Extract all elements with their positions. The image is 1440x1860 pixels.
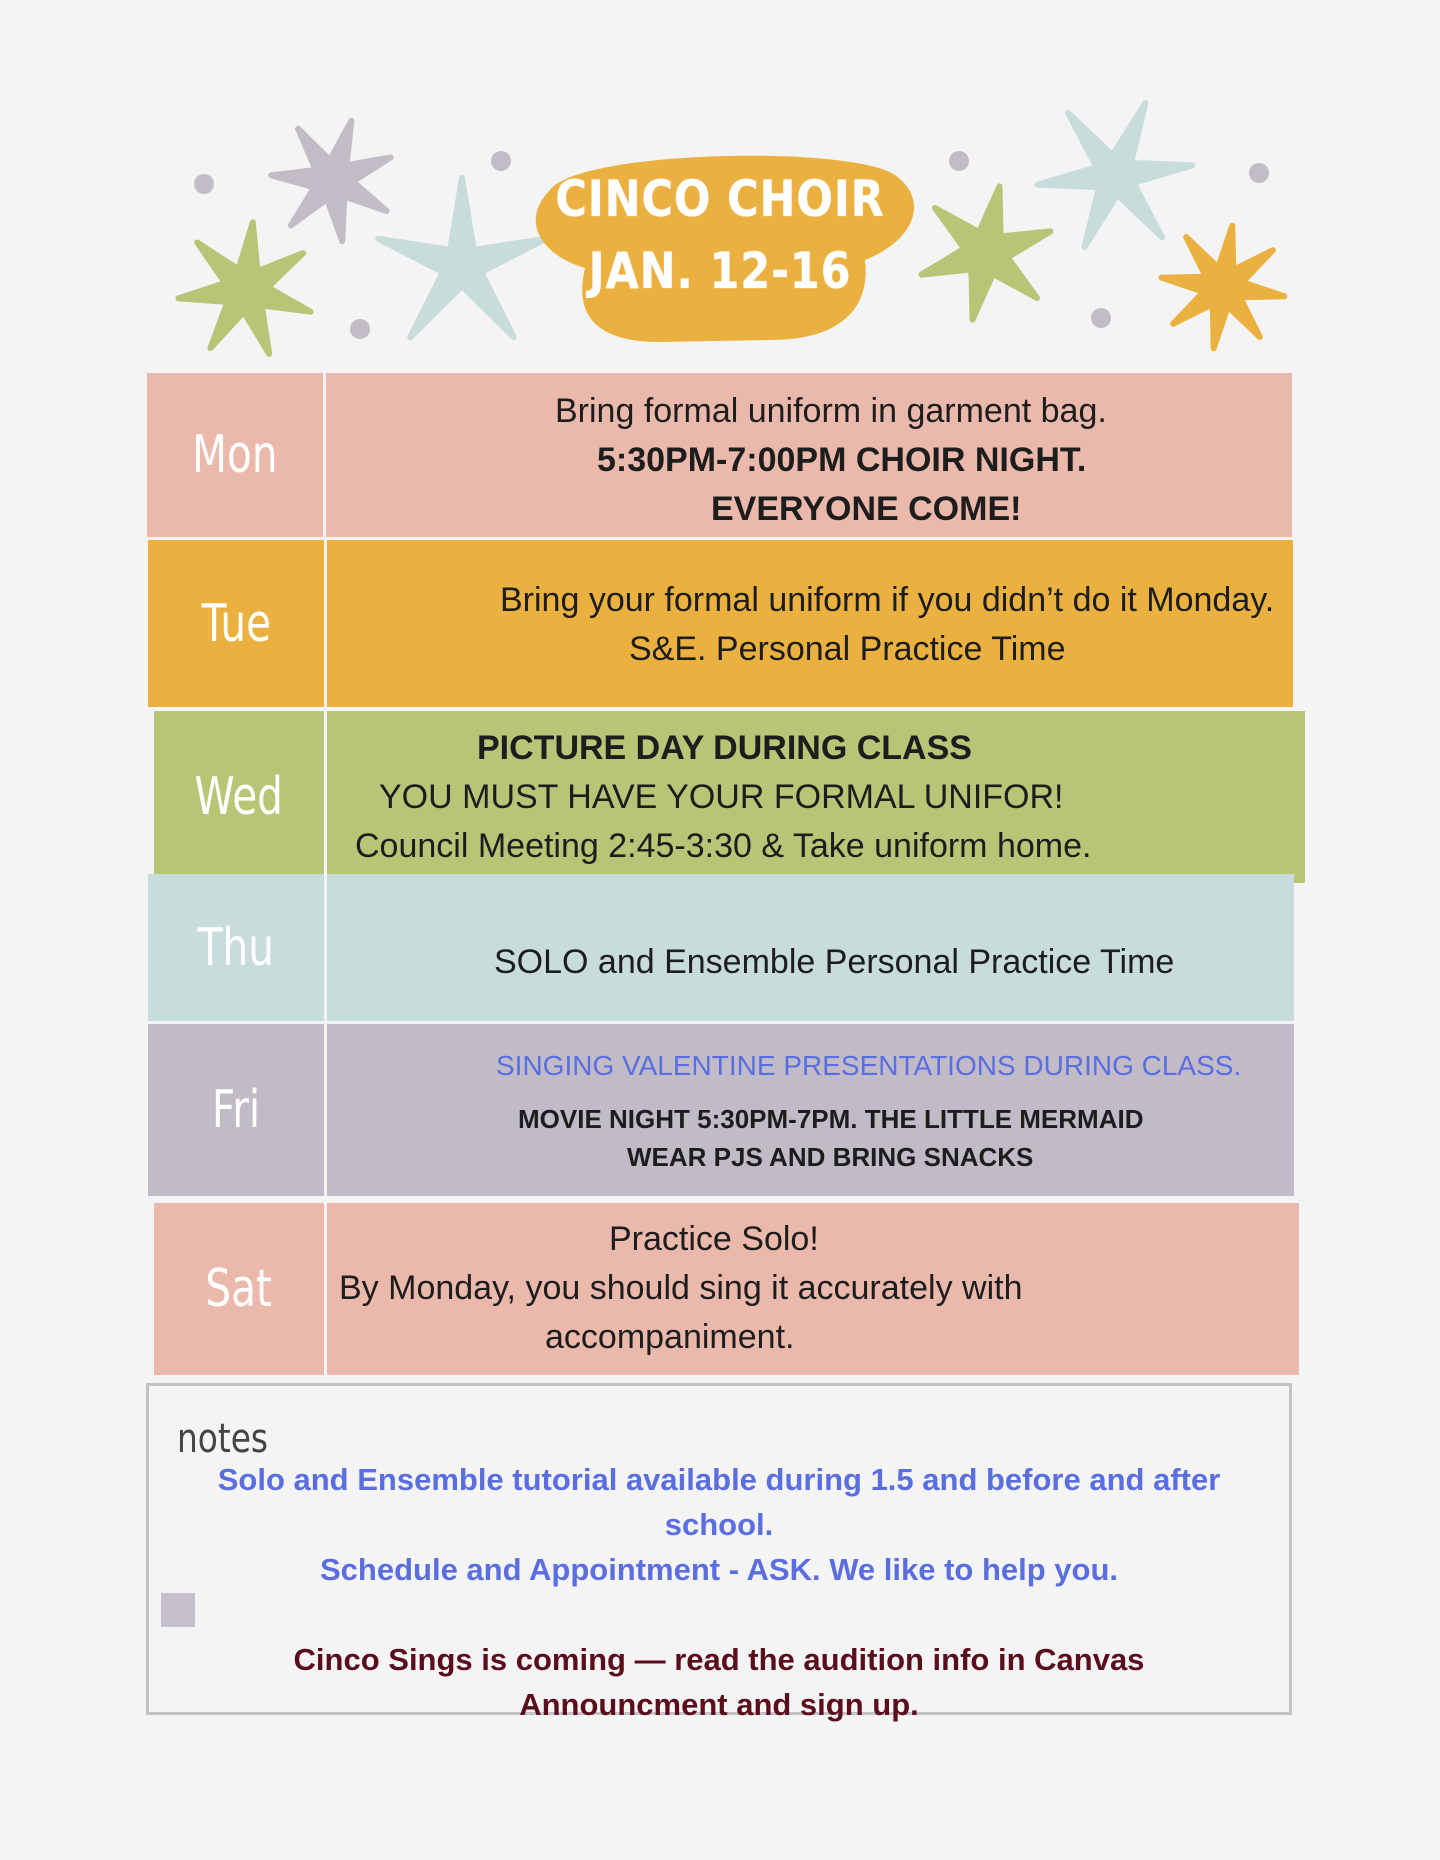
- day-row-sat: [154, 1203, 1299, 1375]
- notes-box: [146, 1383, 1292, 1722]
- day-content-tue: [327, 540, 1293, 707]
- mon-line-2: 5:30PM-7:00PM CHOIR NIGHT.: [597, 441, 1087, 479]
- wed-line-1: PICTURE DAY DURING CLASS: [477, 729, 972, 767]
- notes-line-2: school.: [664, 1507, 774, 1542]
- page-title: [520, 163, 920, 307]
- star-icon: [922, 186, 1051, 319]
- star-icon: [1162, 226, 1285, 349]
- day-row-tue: [148, 540, 1293, 707]
- dot: [1249, 163, 1269, 183]
- notes-line-1: Solo and Ensemble tutorial available during 1.5 and before and after: [217, 1462, 1221, 1497]
- dot: [1091, 308, 1111, 328]
- thu-line-1: SOLO and Ensemble Personal Practice Time: [494, 943, 1175, 981]
- notes-title: notes: [177, 1416, 268, 1462]
- day-content-wed: [327, 711, 1305, 883]
- day-label-sat: Sat: [154, 1203, 327, 1375]
- wed-line-2: YOU MUST HAVE YOUR FORMAL UNIFOR!: [379, 778, 1064, 816]
- day-row-thu: [148, 874, 1294, 1021]
- day-label-mon: Mon: [147, 373, 326, 537]
- notes-line-5: Announcment and sign up.: [519, 1687, 919, 1722]
- checkbox-square: [161, 1593, 195, 1627]
- day-label-tue: Tue: [148, 540, 327, 707]
- mon-line-3: EVERYONE COME!: [711, 490, 1022, 528]
- day-row-fri: [148, 1024, 1294, 1196]
- day-content-fri: [327, 1024, 1294, 1196]
- day-content-thu: [327, 874, 1294, 1021]
- day-content-sat: [327, 1203, 1299, 1375]
- fri-line-2: MOVIE NIGHT 5:30PM-7PM. THE LITTLE MERMAID: [518, 1104, 1144, 1134]
- day-row-mon: [147, 373, 1292, 537]
- tue-line-2: S&E. Personal Practice Time: [629, 630, 1066, 668]
- sat-line-3: accompaniment.: [545, 1318, 795, 1356]
- day-content-mon: [326, 373, 1292, 537]
- notes-line-3: Schedule and Appointment - ASK. We like to help you.: [319, 1552, 1119, 1587]
- sat-line-1: Practice Solo!: [609, 1220, 819, 1258]
- mon-line-1: Bring formal uniform in garment bag.: [555, 392, 1107, 430]
- notes-line-4: Cinco Sings is coming — read the audition info in Canvas: [293, 1642, 1145, 1677]
- dot: [350, 319, 370, 339]
- star-icon: [1038, 103, 1193, 247]
- day-label-fri: Fri: [148, 1024, 327, 1196]
- wed-line-3: Council Meeting 2:45-3:30 & Take uniform home.: [355, 827, 1092, 865]
- star-icon: [179, 222, 311, 354]
- star-icon: [271, 121, 391, 242]
- dot: [949, 151, 969, 171]
- sat-line-2: By Monday, you should sing it accurately with: [339, 1269, 1023, 1307]
- title-line-2: JAN. 12-16: [588, 242, 852, 300]
- tue-line-1: Bring your formal uniform if you didn’t do it Monday.: [500, 581, 1275, 619]
- day-row-wed: [154, 711, 1305, 883]
- dot: [491, 151, 511, 171]
- day-label-wed: Wed: [154, 711, 327, 883]
- fri-line-3: WEAR PJS AND BRING SNACKS: [627, 1142, 1034, 1172]
- title-line-1: CINCO CHOIR: [555, 170, 885, 228]
- day-label-thu: Thu: [148, 874, 327, 1021]
- fri-line-1: SINGING VALENTINE PRESENTATIONS DURING CLASS.: [496, 1050, 1242, 1081]
- dot: [194, 174, 214, 194]
